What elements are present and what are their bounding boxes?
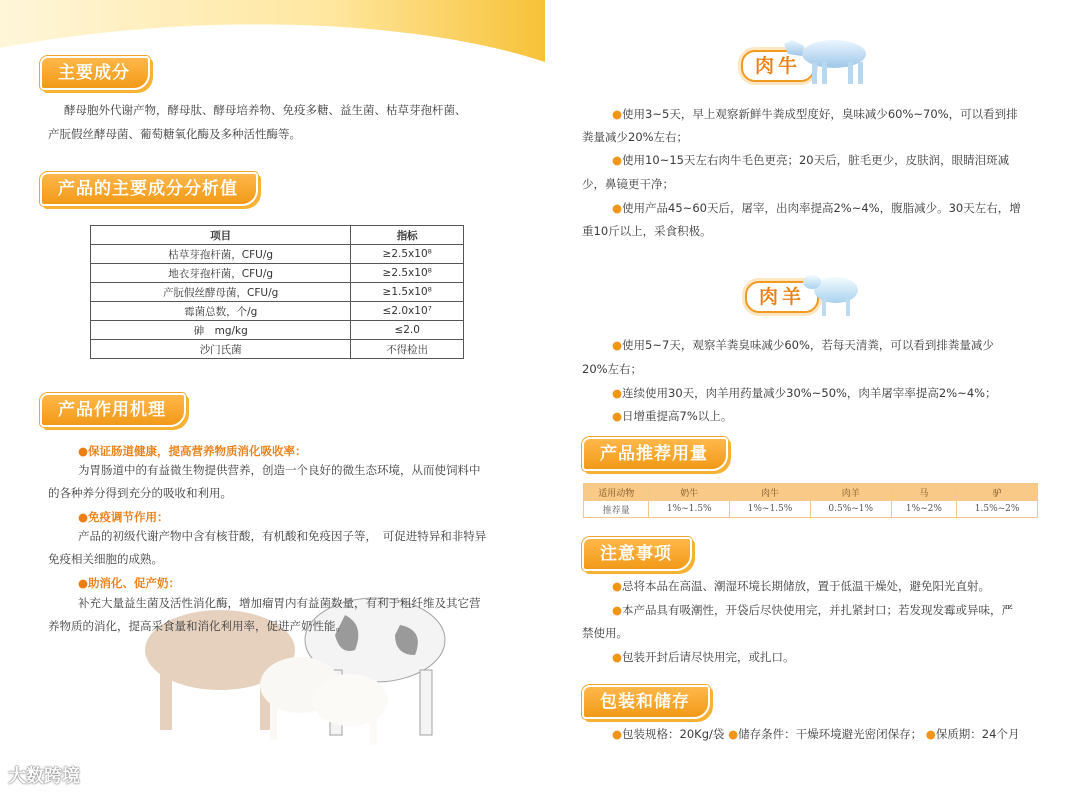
table-row <box>91 302 464 321</box>
section-title-main-ingredients: 主要成分 <box>40 56 150 90</box>
table-cell: 砷 mg/kg <box>91 321 351 340</box>
mechanism-heading-immune: ●免疫调节作用： <box>78 510 169 524</box>
table-cell: ≤2.0x10⁷ <box>351 302 464 321</box>
watermark-logo: 大数跨境 <box>8 766 80 787</box>
sheep-icon <box>798 266 862 320</box>
sheep-line-4-text: 日增重提高7%以上。 <box>622 409 733 423</box>
packaging-line: ●包装规格：20Kg/袋 ●储存条件：干燥环境避光密闭保存； ●保质期：24个月 <box>612 727 1020 741</box>
table-row <box>91 245 464 264</box>
section-title-dosage: 产品推荐用量 <box>582 437 728 471</box>
table-cell: 适用动物 <box>584 484 649 501</box>
table-cell: 推荐量 <box>584 501 649 518</box>
notes-line-2-text: 本产品具有吸潮性，开袋后尽快使用完，并扎紧封口；若发现发霉或异味，严 <box>622 603 1014 617</box>
analysis-header-item: 项目 <box>91 226 351 245</box>
table-cell: ≥2.5x10⁸ <box>351 245 464 264</box>
mechanism-digestion-line-2: 养物质的消化，提高采食量和消化利用率，促进产奶性能。 <box>48 619 347 633</box>
packaging-shelf-life: 保质期：24个月 <box>935 727 1020 741</box>
packaging-spec: 包装规格：20Kg/袋 <box>622 727 725 741</box>
meat-sheep-badge: 肉羊 <box>745 281 819 313</box>
mechanism-gut-line-2: 的各种养分得到充分的吸收和利用。 <box>48 486 232 500</box>
table-row <box>584 501 1038 518</box>
table-cell: 马 <box>891 484 957 501</box>
notes-line-4-text: 包装开封后请尽快用完，或扎口。 <box>622 650 795 664</box>
notes-line-4: ●包装开封后请尽快用完，或扎口。 <box>612 650 795 664</box>
table-row <box>91 283 464 302</box>
table-cell: 不得检出 <box>351 340 464 359</box>
sheep-line-1-text: 使用5~7天，观察羊粪臭味减少60%，若每天清粪，可以看到排粪量减少 <box>622 338 994 352</box>
table-cell: 驴 <box>957 484 1038 501</box>
table-cell: 肉牛 <box>730 484 811 501</box>
beef-line-6: 重10斤以上，采食积极。 <box>582 224 712 238</box>
table-cell: 肉羊 <box>810 484 891 501</box>
beef-line-3: ●使用10~15天左右肉牛毛色更亮；20天后，脏毛更少，皮肤润，眼睛泪斑减 <box>612 153 1010 167</box>
mechanism-heading-digestion: ●助消化、促产奶： <box>78 576 181 590</box>
sheep-line-1: ●使用5~7天，观察羊粪臭味减少60%，若每天清粪，可以看到排粪量减少 <box>612 338 994 352</box>
notes-line-1-text: 忌将本品在高温、潮湿环境长期储放，置于低温干燥处，避免阳光直射。 <box>622 579 991 593</box>
table-cell: 枯草芽孢杆菌，CFU/g <box>91 245 351 264</box>
analysis-header-index: 指标 <box>351 226 464 245</box>
table-row <box>584 484 1038 501</box>
table-cell: 1.5%~2% <box>957 501 1038 518</box>
sheep-line-2: 20%左右； <box>582 362 643 376</box>
table-cell: 沙门氏菌 <box>91 340 351 359</box>
mechanism-gut-line-1: 为胃肠道中的有益微生物提供营养，创造一个良好的微生态环境，从而使饲料中 <box>78 463 481 477</box>
ingredients-line-1: 酵母胞外代谢产物，酵母肽、酵母培养物、免疫多糖、益生菌、枯草芽孢杆菌、 <box>64 103 467 117</box>
mechanism-immune-line-1: 产品的初级代谢产物中含有核苷酸，有机酸和免疫因子等， 可促进特异和非特异 <box>78 529 487 543</box>
section-title-packaging: 包装和储存 <box>582 685 710 719</box>
table-row <box>91 264 464 283</box>
section-title-analysis: 产品的主要成分分析值 <box>40 172 258 206</box>
analysis-table <box>90 225 464 359</box>
notes-line-3: 禁使用。 <box>582 626 628 640</box>
table-cell: 1%~2% <box>891 501 957 518</box>
table-cell: ≥2.5x10⁸ <box>351 264 464 283</box>
table-cell: 霉菌总数，个/g <box>91 302 351 321</box>
section-title-notes: 注意事项 <box>582 537 692 571</box>
notes-line-1: ●忌将本品在高温、潮湿环境长期储放，置于低温干燥处，避免阳光直射。 <box>612 579 991 593</box>
table-cell: ≥1.5x10⁸ <box>351 283 464 302</box>
table-cell: ≤2.0 <box>351 321 464 340</box>
dosage-table <box>583 483 1038 518</box>
mechanism-immune-line-2: 免疫相关细胞的成熟。 <box>48 552 163 566</box>
packaging-storage: 储存条件：干燥环境避光密闭保存； <box>738 727 923 741</box>
notes-line-2: ●本产品具有吸潮性，开袋后尽快使用完，并扎紧封口；若发现发霉或异味，严 <box>612 603 1014 617</box>
mechanism-digestion-line-1: 补充大量益生菌及活性消化酶，增加瘤胃内有益菌数量，有利于粗纤维及其它营 <box>78 596 481 610</box>
ingredients-line-2: 产朊假丝酵母菌、葡萄糖氧化酶及多种活性酶等。 <box>48 127 301 141</box>
beef-line-4: 少，鼻镜更干净； <box>582 177 674 191</box>
section-title-mechanism: 产品作用机理 <box>40 393 186 427</box>
beef-line-1-text: 使用3~5天，早上观察新鲜牛粪成型度好，臭味减少60%~70%，可以看到排 <box>622 107 1018 121</box>
beef-line-5: ●使用产品45~60天后，屠宰，出肉率提高2%~4%，腹脂减少。30天左右，增 <box>612 201 1021 215</box>
cow-icon <box>782 28 874 88</box>
table-row <box>91 321 464 340</box>
table-cell: 地衣芽孢杆菌，CFU/g <box>91 264 351 283</box>
table-cell: 奶牛 <box>649 484 730 501</box>
sheep-line-3: ●连续使用30天，肉羊用药量减少30%~50%，肉羊屠宰率提高2%~4%； <box>612 386 997 400</box>
sheep-line-3-text: 连续使用30天，肉羊用药量减少30%~50%，肉羊屠宰率提高2%~4%； <box>622 386 997 400</box>
beef-line-3-text: 使用10~15天左右肉牛毛色更亮；20天后，脏毛更少，皮肤润，眼睛泪斑减 <box>622 153 1010 167</box>
table-row <box>91 340 464 359</box>
mechanism-heading-gut-health: ●保证肠道健康，提高营养物质消化吸收率： <box>78 444 307 458</box>
beef-line-1: ●使用3~5天，早上观察新鲜牛粪成型度好，臭味减少60%~70%，可以看到排 <box>612 107 1018 121</box>
beef-line-2: 粪量减少20%左右； <box>582 130 689 144</box>
table-cell: 产朊假丝酵母菌，CFU/g <box>91 283 351 302</box>
table-cell: 0.5%~1% <box>810 501 891 518</box>
table-cell: 1%~1.5% <box>730 501 811 518</box>
beef-cattle-badge: 肉牛 <box>741 50 815 82</box>
sheep-line-4: ●日增重提高7%以上。 <box>612 409 733 423</box>
table-cell: 1%~1.5% <box>649 501 730 518</box>
beef-line-5-text: 使用产品45~60天后，屠宰，出肉率提高2%~4%，腹脂减少。30天左右，增 <box>622 201 1021 215</box>
